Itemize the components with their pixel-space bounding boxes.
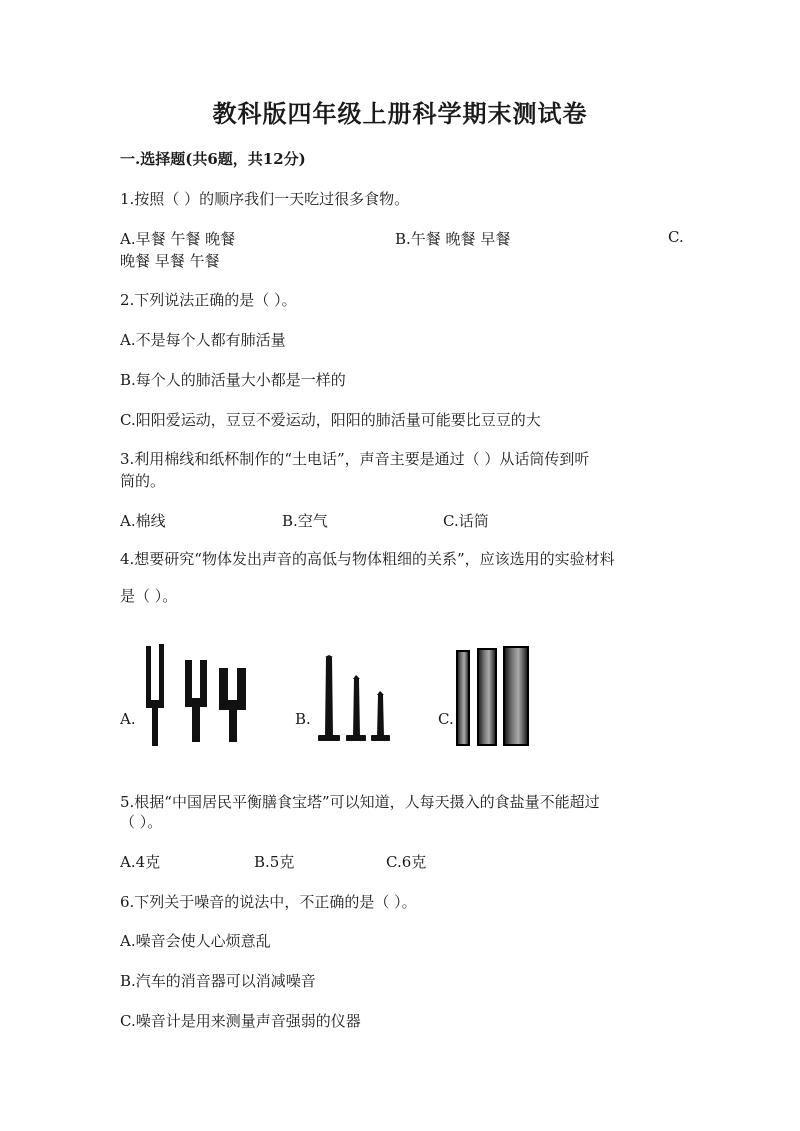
question-3-stem-line1: 3.利用棉线和纸杯制作的“土电话”，声音主要是通过（ ）从话筒传到听 bbox=[120, 450, 590, 468]
question-5-stem-line2: （ ）。 bbox=[120, 813, 163, 831]
question-2-option-c: C.阳阳爱运动，豆豆不爱运动，阳阳的肺活量可能要比豆豆的大 bbox=[120, 411, 541, 429]
page-title: 教科版四年级上册科学期末测试卷 bbox=[212, 99, 588, 128]
question-2-option-a: A.不是每个人都有肺活量 bbox=[120, 331, 286, 349]
question-1-option-b: B.午餐 晚餐 早餐 bbox=[395, 230, 511, 248]
section-heading: 一.选择题(共6题，共12分) bbox=[120, 150, 306, 168]
question-1-stem: 1.按照（ ）的顺序我们一天吃过很多食物。 bbox=[120, 190, 410, 208]
question-6-stem: 6.下列关于噪音的说法中，不正确的是（ ）。 bbox=[120, 893, 417, 911]
question-1-option-c-prefix: C. bbox=[668, 228, 684, 246]
tuning-forks-image bbox=[140, 640, 252, 748]
question-4-option-b: B. bbox=[295, 710, 311, 728]
question-4-stem-line2: 是（ ）。 bbox=[120, 587, 178, 605]
question-6-option-b: B.汽车的消音器可以消减噪音 bbox=[120, 972, 316, 990]
nails-image bbox=[312, 655, 392, 747]
question-4-option-a: A. bbox=[120, 710, 136, 728]
rods-image bbox=[454, 645, 532, 749]
question-2-stem: 2.下列说法正确的是（ ）。 bbox=[120, 291, 297, 309]
question-5-stem-line1: 5.根据“中国居民平衡膳食宝塔”可以知道，人每天摄入的食盐量不能超过 bbox=[120, 793, 600, 811]
question-5-option-b: B.5克 bbox=[254, 853, 295, 871]
question-4-stem-line1: 4.想要研究“物体发出声音的高低与物体粗细的关系”，应该选用的实验材料 bbox=[120, 550, 615, 568]
question-6-option-a: A.噪音会使人心烦意乱 bbox=[120, 932, 271, 950]
question-3-stem-line2: 筒的。 bbox=[120, 472, 166, 490]
question-5-option-c: C.6克 bbox=[386, 853, 427, 871]
question-4-option-c: C. bbox=[438, 710, 454, 728]
question-1-option-a: A.早餐 午餐 晚餐 bbox=[120, 230, 236, 248]
question-3-option-a: A.棉线 bbox=[120, 512, 166, 530]
question-3-option-c: C.话筒 bbox=[443, 512, 489, 530]
question-2-option-b: B.每个人的肺活量大小都是一样的 bbox=[120, 371, 346, 389]
question-3-option-b: B.空气 bbox=[282, 512, 328, 530]
question-6-option-c: C.噪音计是用来测量声音强弱的仪器 bbox=[120, 1012, 361, 1030]
question-1-option-c: 晚餐 早餐 午餐 bbox=[120, 252, 220, 270]
question-5-option-a: A.4克 bbox=[120, 853, 161, 871]
